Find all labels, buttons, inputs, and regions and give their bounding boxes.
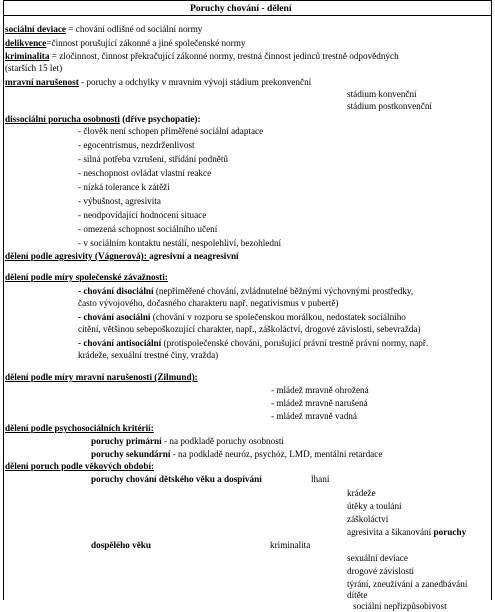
asocial-behavior-line2: cítění, většinou sebepoškozující charakter, např., záškoláctví, drogové závislosti, sebevražda) <box>78 324 421 334</box>
antisocial-behavior-line2: krádeže, sexuální trestné činy, vražda) <box>78 350 219 360</box>
asocial-behavior-line1: - chování asociální (chování v rozporu se společenskou morálkou, nedostatek sociálního <box>78 312 406 322</box>
child-disorders-label: poruchy chování dětského věku a dospívání <box>91 474 262 484</box>
top-border-line <box>3 0 492 1</box>
dissocial-heading: dissociální porucha osobnosti (dříve psychopatie): <box>5 114 201 124</box>
child-disorder-item: lhaní <box>311 474 330 484</box>
moral-stage-postconventional: stádium postkonvenční <box>347 101 432 111</box>
psychosocial-heading: dělení podle psychosociálních kritérií: <box>5 423 154 433</box>
def-delinquency: delikvence=činnost porušující zákonné a jiné společenské normy <box>5 38 246 48</box>
child-disorder-item: krádeže <box>347 488 376 498</box>
dissocial-item: - nízká tolerance k zátěži <box>78 182 170 192</box>
social-severity-heading: dělení podle míry společenské závažnosti: <box>5 272 168 282</box>
dissocial-item: - neschopnost ovládat vlastní reakce <box>78 168 212 178</box>
adult-disorder-item: drogové závislosti <box>347 566 415 576</box>
zilmund-item: - mládež mravně vadná <box>271 411 357 421</box>
dissocial-item: - silná potřeba vzrušení, střídání podnětů <box>78 154 229 164</box>
adult-disorder-item: sociální nepřizpůsobivost <box>353 601 447 611</box>
dissocial-item: - egocentrismus, nezdrženlivost <box>78 140 195 150</box>
adult-disorder-item: dítěte <box>347 590 368 600</box>
primary-disorders: poruchy primární - na podkladě poruchy osobnosti <box>91 436 284 446</box>
dissocial-item: - člověk není schopen přiměřené sociální adaptace <box>78 126 264 136</box>
dissocial-behavior-line1: - chování disociální (nepřiměřené chování, zvládnutelné běžnými výchovnými prostředky, <box>78 286 414 296</box>
page-title: Poruchy chování - dělení <box>190 3 292 14</box>
def-criminality: kriminalita = zločinnost, činnost překračující zákonné normy, trestná činnost jedinců trestně odpovědných <box>5 51 399 61</box>
aggression-division: dělení podle agresivity (Vágnerová): agresivní a neagresivní <box>5 251 239 261</box>
child-disorder-item: záškoláctví <box>347 514 389 524</box>
moral-line: mravní narušenost - poruchy a odchylky v mravním vývoji stádium prekonvenční <box>5 77 312 87</box>
right-border-line <box>491 0 492 600</box>
dissocial-item: - neodpovídající hodnocení situace <box>78 210 207 220</box>
adult-disorder-item: kriminalita <box>270 540 311 550</box>
adult-disorder-item: sexuální deviace <box>347 553 408 563</box>
adult-disorders-label: dospělého věku <box>91 540 151 550</box>
def-social-deviance: sociální deviace = chování odlišné od sociální normy <box>5 24 203 34</box>
dissocial-behavior-line2: často vývojového, dočasného charakteru např. negativismus v pubertě) <box>78 298 339 308</box>
adult-disorder-item: týrání, zneužívání a zanedbávání <box>347 579 468 589</box>
dissocial-item: - v sociálním kontaktu nestálí, nespolehliví, bezohlední <box>78 238 282 248</box>
zilmund-heading: dělení podle míry mravní narušenosti (Zilmund): <box>5 372 198 382</box>
child-disorder-item: útěky a toulání <box>347 501 402 511</box>
title-underline <box>3 15 492 16</box>
secondary-disorders: poruchy sekundární - na podkladě neuróz, psychóz, LMD, mentální retardace <box>91 449 383 459</box>
moral-stage-conventional: stádium konvenční <box>347 89 417 99</box>
zilmund-item: - mládež mravně ohrožená <box>271 385 369 395</box>
left-border-line <box>3 0 4 600</box>
dissocial-item: - výbušnost, agresivita <box>78 196 161 206</box>
zilmund-item: - mládež mravně narušená <box>271 398 368 408</box>
def-criminality-cont: (starších 15 let) <box>5 63 63 73</box>
dissocial-item: - omezená schopnost sociálního učení <box>78 224 218 234</box>
age-heading: dělení poruch podle věkových období: <box>5 461 155 471</box>
child-disorder-item: agresivita a šikanování poruchy <box>347 527 467 537</box>
antisocial-behavior-line1: - chování antisociální (protispolečenské chování, porušující právní trestně právní normy, např. <box>78 338 429 348</box>
